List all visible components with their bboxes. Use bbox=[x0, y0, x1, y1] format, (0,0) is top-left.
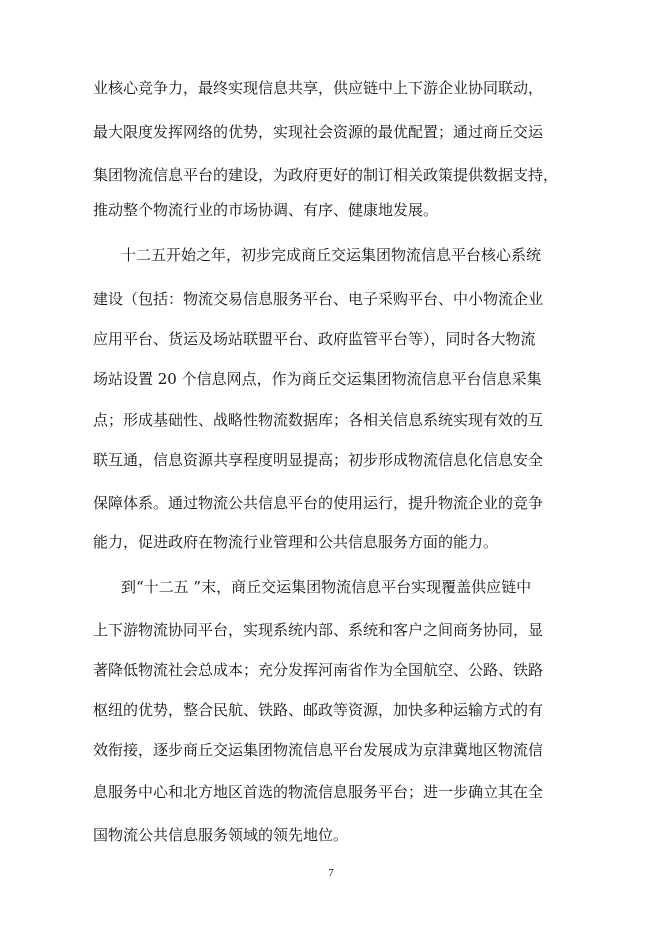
text-line: 国物流公共信息服务领域的领先地位。 bbox=[93, 826, 349, 844]
text-line: 联互通，信息资源共享程度明显提高；初步形成物流信息化信息安全 bbox=[93, 451, 544, 469]
text-line: 效衔接，逐步商丘交运集团物流信息平台发展成为京津冀地区物流信 bbox=[93, 741, 544, 759]
text-line: 著降低物流社会总成本；充分发挥河南省作为全国航空、公路、铁路 bbox=[93, 661, 544, 679]
text-line: 应用平台、货运及场站联盟平台、政府监管平台等），同时各大物流 bbox=[93, 330, 536, 348]
text-line: 业核心竞争力，最终实现信息共享，供应链中上下游企业协同联动， bbox=[93, 79, 544, 97]
text-line: 上下游物流协同平台，实现系统内部、系统和客户之间商务协同，显 bbox=[93, 621, 544, 639]
text-line: 点；形成基础性、战略性物流数据库；各相关信息系统实现有效的互 bbox=[93, 411, 544, 429]
text-line: 枢纽的优势，整合民航、铁路、邮政等资源，加快多种运输方式的有 bbox=[93, 701, 544, 719]
text-line: 建设（包括：物流交易信息服务平台、电子采购平台、中小物流企业 bbox=[93, 290, 544, 308]
text-line: 十二五开始之年，初步完成商丘交运集团物流信息平台核心系统 bbox=[121, 246, 542, 264]
text-line: 能力，促进政府在物流行业管理和公共信息服务方面的能力。 bbox=[93, 533, 499, 551]
text-line: 保障体系。通过物流公共信息平台的使用运行，提升物流企业的竞争 bbox=[93, 494, 544, 512]
text-line: 场站设置 20 个信息网点，作为商丘交运集团物流信息平台信息采集 bbox=[93, 370, 542, 388]
text-line: 息服务中心和北方地区首选的物流信息服务平台；进一步确立其在全 bbox=[93, 783, 544, 801]
text-line: 集团物流信息平台的建设，为政府更好的制订相关政策提供数据支持， bbox=[93, 166, 559, 184]
text-line: 最大限度发挥网络的优势，实现社会资源的最优配置；通过商丘交运 bbox=[93, 123, 544, 141]
page-number: 7 bbox=[328, 867, 334, 879]
text-line: 推动整个物流行业的市场协调、有序、健康地发展。 bbox=[93, 201, 439, 219]
text-line: 到“十二五 ”末，商丘交运集团物流信息平台实现覆盖供应链中 bbox=[121, 578, 532, 596]
